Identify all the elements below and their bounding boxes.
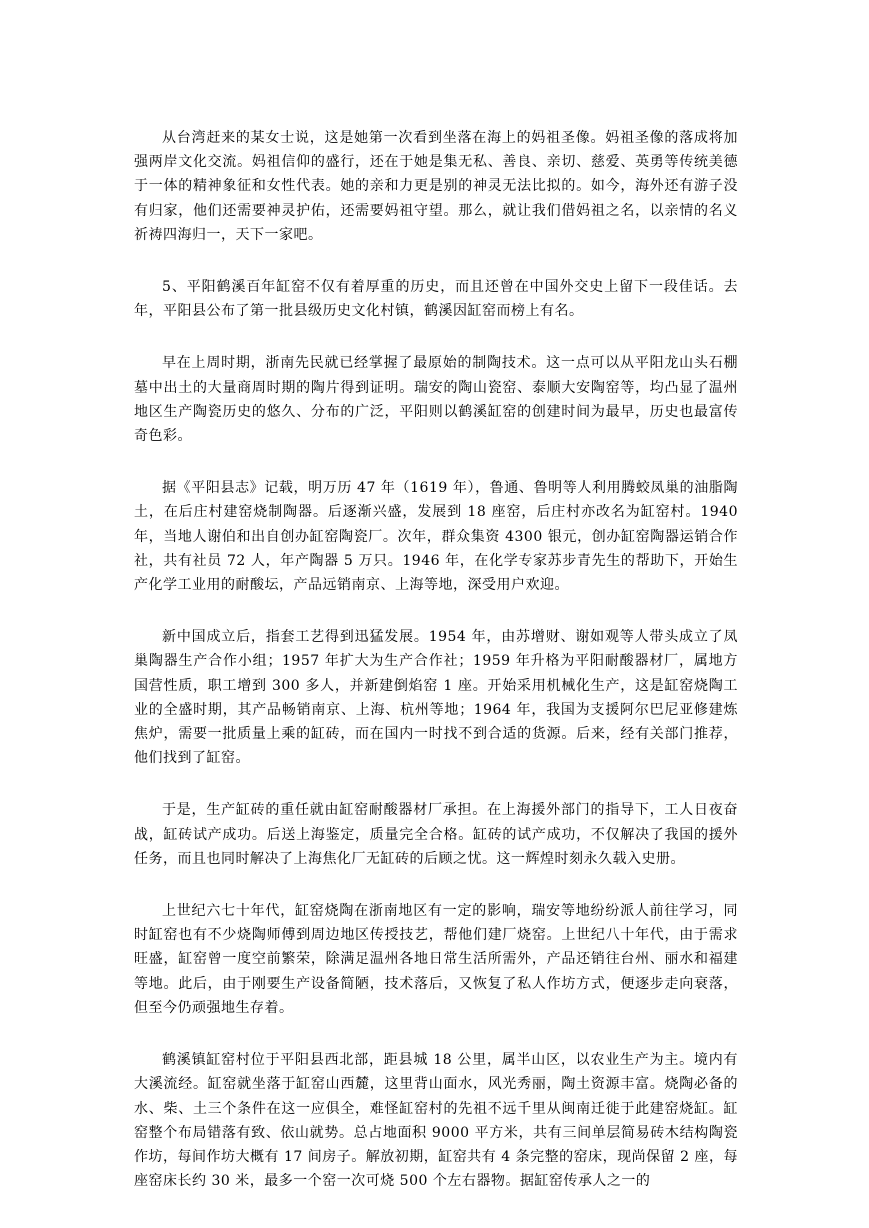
paragraph-mazu-statue: 从台湾赶来的某女士说，这是她第一次看到坐落在海上的妈祖圣像。妈祖圣像的落成将加强两岸文化交流。妈祖信仰的盛行，还在于她是集无私、善良、亲切、慈爱、英勇等传统美德于一体的精神象征和女性代表。她的亲和力更是别的神灵无法比拟的。如今，海外还有游子没有归家，他们还需要神灵护佑，还需要妈祖守望。那么，就让我们借妈祖之名，以亲情的名义祈祷四海归一，天下一家吧。 bbox=[134, 130, 738, 243]
paragraph-kiln-village: 鹤溪镇缸窑村位于平阳县西北部，距县城 18 公里，属半山区，以农业生产为主。境内有大溪流经。缸窑就坐落于缸窑山西麓，这里背山面水，风光秀丽，陶土资源丰富。烧陶必备的水、柴、土三个条件在这一应俱全，难怪缸窑村的先祖不远千里从闽南迁徙于此建窑烧缸。缸窑整个布局错落有致、依山就势。总占地面积 9000 平方米，共有三间单层简易砖木结构陶瓷作坊，每间作坊大概有 17 间房子。解放初期，缸窑共有 4 条完整的窑床，现尚保留 2 座，每座窑床长约 30 米，最多一个窑一次可烧 500 个左右器物。据缸窑传承人之一的 bbox=[134, 1052, 738, 1190]
paragraph-county-records: 据《平阳县志》记载，明万历 47 年（1619 年），鲁通、鲁明等人利用腾蛟凤巢的油脂陶土，在后庄村建窑烧制陶器。后逐渐兴盛，发展到 18 座窑，后庄村亦改名为缸窑村。1940 年，当地人谢伯和出自创办缸窑陶瓷厂。次年，群众集资 4300 银元，创办缸窑陶器运销合作社，共有社员 72 人，年产陶器 5 万只。1946 年，在化学专家苏步青先生的帮助下，开始生产化学工业用的耐酸坛，产品远销南京、上海等地，深受用户欢迎。 bbox=[134, 480, 738, 594]
article-body bbox=[134, 126, 738, 1221]
paragraph-tile-production: 于是，生产缸砖的重任就由缸窑耐酸器材厂承担。在上海援外部门的指导下，工人日夜奋战，缸砖试产成功。后送上海鉴定，质量完全合格。缸砖的试产成功，不仅解决了我国的援外任务，而且也同时解决了上海焦化厂无缸砖的后顾之忧。这一辉煌时刻永久载入史册。 bbox=[134, 802, 738, 867]
paragraph-new-china-development: 新中国成立后，指套工艺得到迅猛发展。1954 年，由苏增财、谢如观等人带头成立了凤巢陶器生产合作小组；1957 年扩大为生产合作社；1959 年升格为平阳耐酸器材厂，属地方国营性质，职工增到 300 多人，并新建倒焰窑 1 座。开始采用机械化生产，这是缸窑烧陶工业的全盛时期，其产品畅销南京、上海、杭州等地；1964 年，我国为支援阿尔巴尼亚修建炼焦炉，需要一批质量上乘的缸砖，而在国内一时找不到合适的货源。后来，经有关部门推荐，他们找到了缸窑。 bbox=[134, 629, 738, 767]
paragraph-hexi-kiln-intro: 5、平阳鹤溪百年缸窑不仅有着厚重的历史，而且还曾在中国外交史上留下一段佳话。去年，平阳县公布了第一批县级历史文化村镇，鹤溪因缸窑而榜上有名。 bbox=[134, 279, 738, 320]
paragraph-decline: 上世纪六七十年代，缸窑烧陶在浙南地区有一定的影响，瑞安等地纷纷派人前往学习，同时缸窑也有不少烧陶师傅到周边地区传授技艺，帮他们建厂烧窑。上世纪八十年代，由于需求旺盛，缸窑曾一度空前繁荣，除满足温州各地日常生活所需外，产品还销往台州、丽水和福建等地。此后，由于刚要生产设备简陋，技术落后，又恢复了私人作坊方式，便逐步走向衰落，但至今仍顽强地生存着。 bbox=[134, 903, 738, 1016]
paragraph-pottery-origins: 早在上周时期，浙南先民就已经掌握了最原始的制陶技术。这一点可以从平阳龙山头石棚墓中出土的大量商周时期的陶片得到证明。瑞安的陶山瓷窑、泰顺大安陶窑等，均凸显了温州地区生产陶瓷历史的悠久、分布的广泛，平阳则以鹤溪缸窑的创建时间为最早，历史也最富传奇色彩。 bbox=[134, 355, 738, 445]
